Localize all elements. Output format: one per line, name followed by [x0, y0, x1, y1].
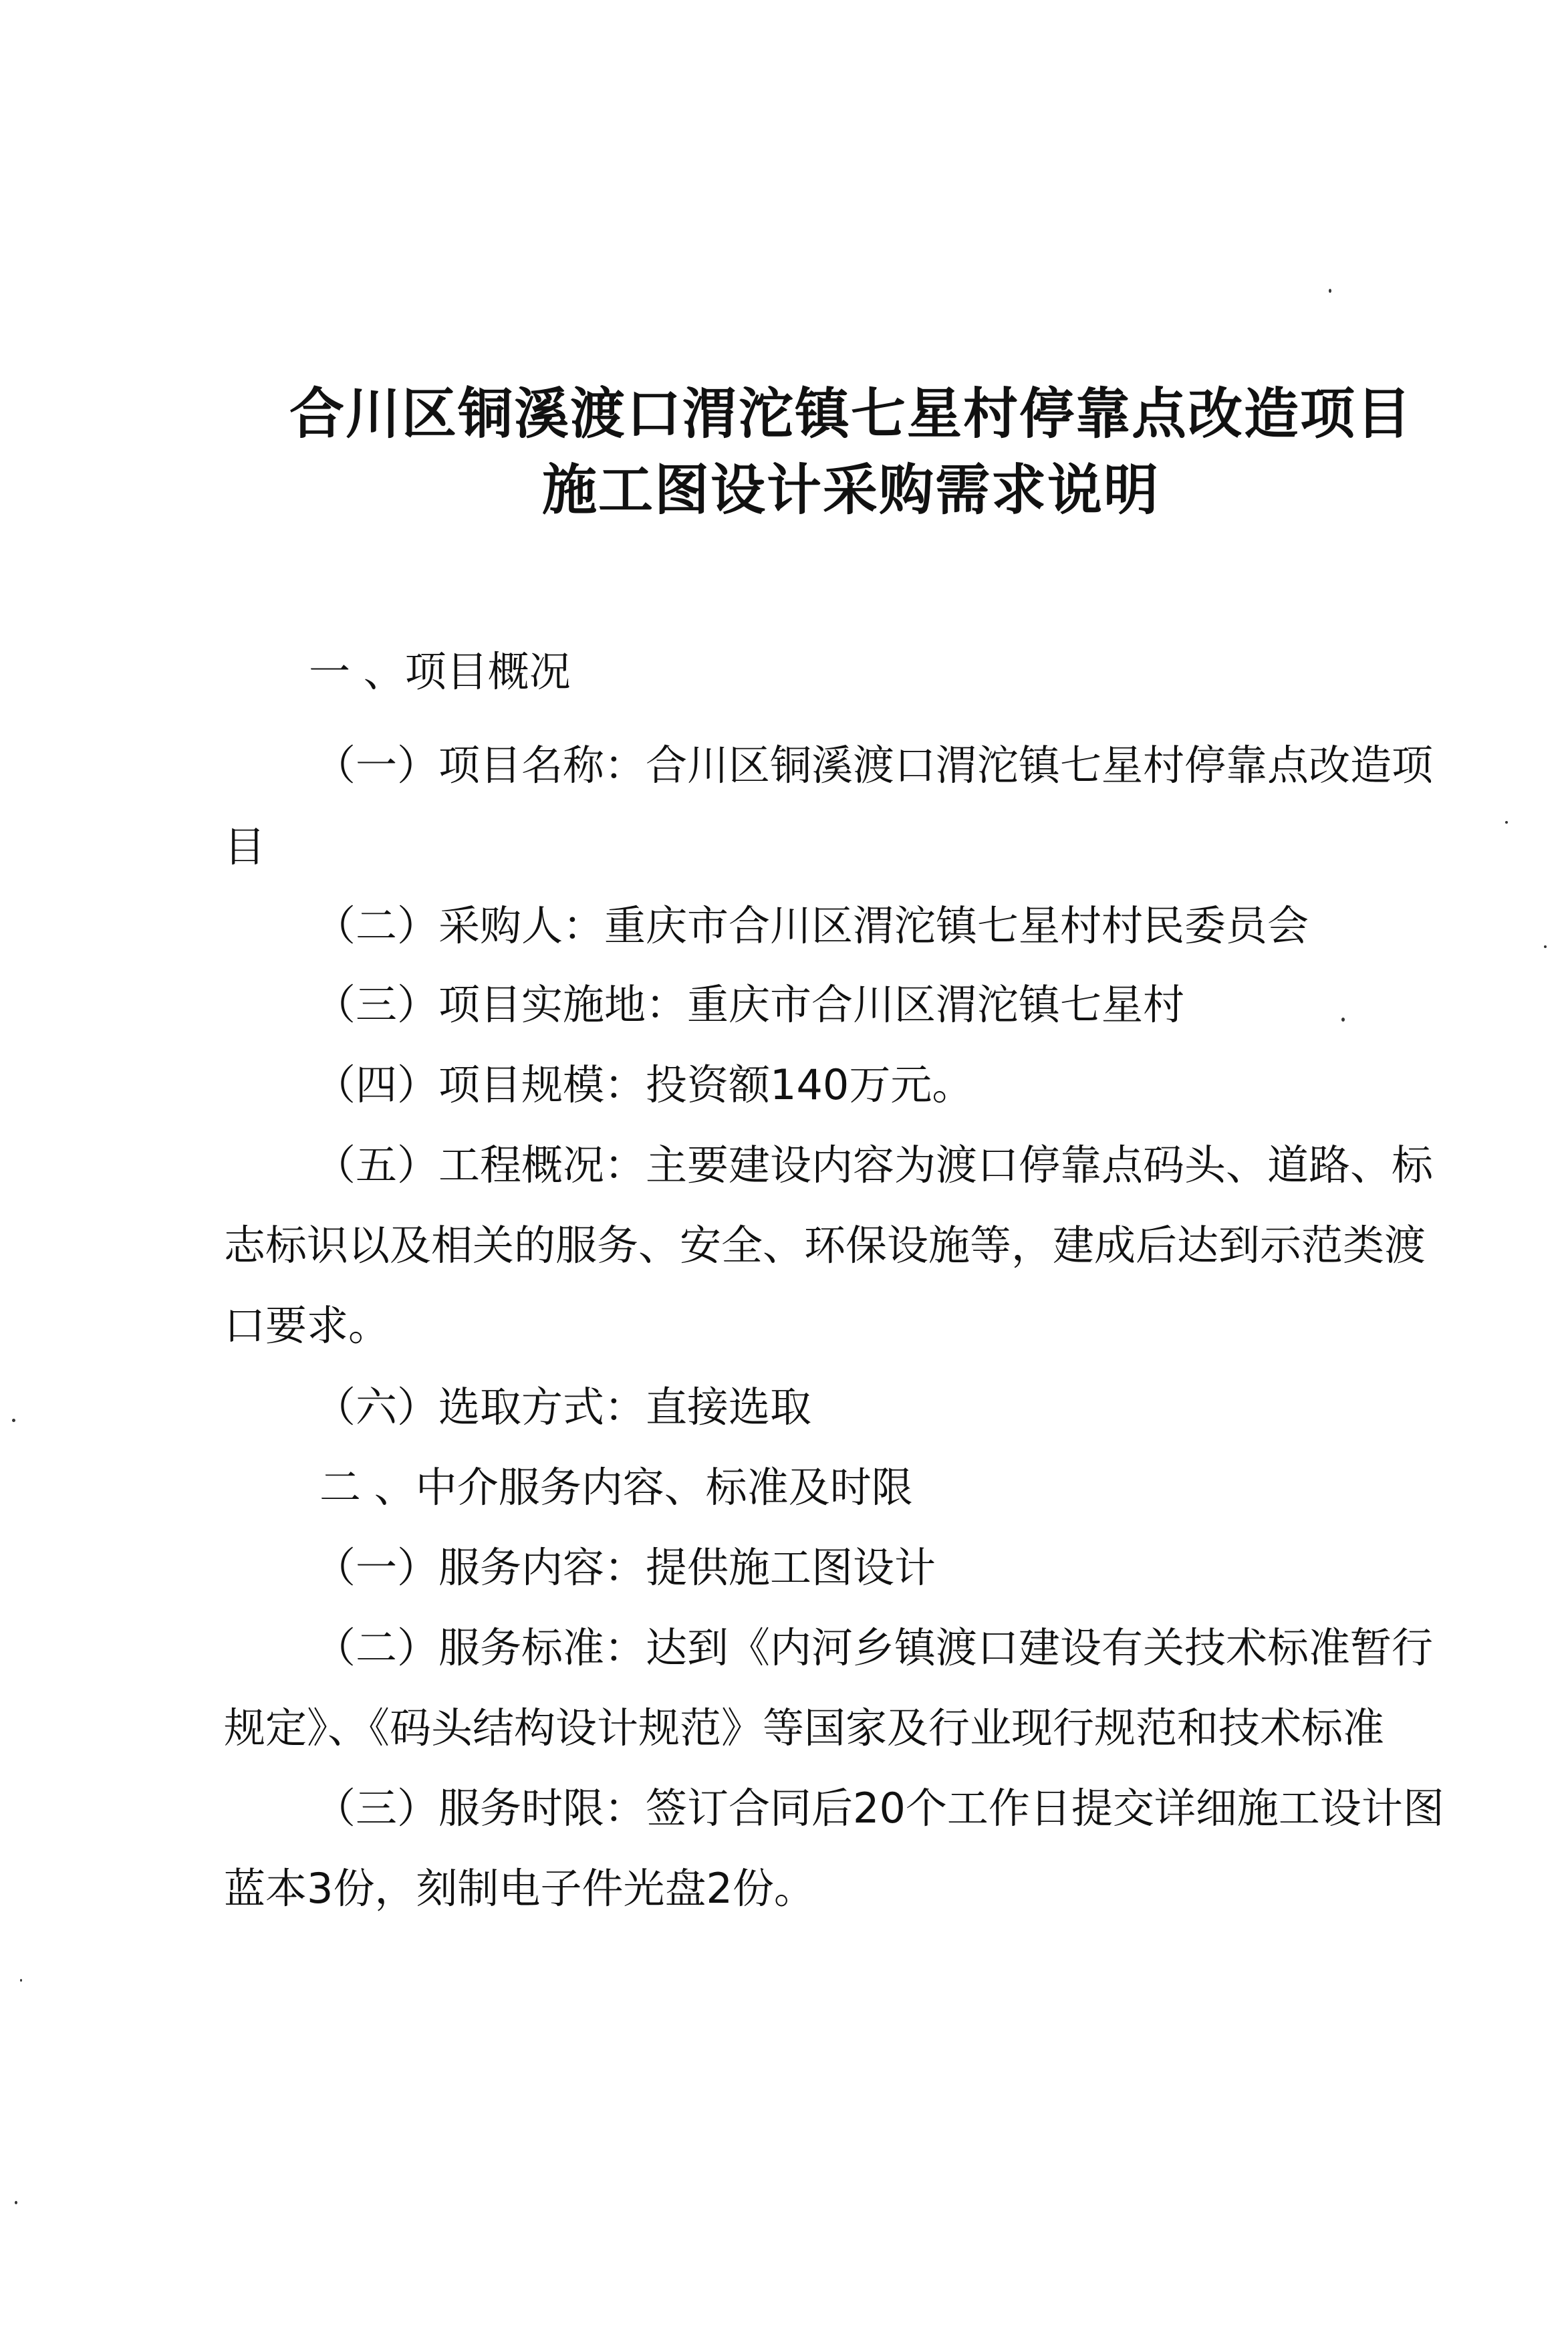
item-service-standard-cont: 规定》、《码头结构设计规范》等国家及行业现行规范和技术标准 [224, 1704, 1385, 1752]
item-service-time: （三）服务时限：签订合同后20个工作日提交详细施工设计图 [314, 1784, 1444, 1833]
scan-speck [1544, 945, 1547, 948]
scan-speck [1505, 821, 1508, 824]
item-project-name: （一）项目名称：合川区铜溪渡口渭沱镇七星村停靠点改造项 [314, 741, 1434, 790]
item-service-time-cont: 蓝本3份，刻制电子件光盘2份。 [224, 1864, 815, 1913]
item-selection-method: （六）选取方式：直接选取 [314, 1383, 812, 1431]
item-project-name-cont: 目 [224, 822, 266, 871]
section-heading-2: 二 、中介服务内容、标准及时限 [319, 1463, 913, 1512]
item-overview-cont-2: 口要求。 [224, 1301, 390, 1350]
scan-speck [15, 2201, 17, 2204]
item-overview: （五）工程概况：主要建设内容为渡口停靠点码头、道路、标 [314, 1141, 1434, 1189]
section-heading-1: 一 、项目概况 [309, 647, 571, 696]
document-title-line-2: 施工图设计采购需求说明 [541, 459, 1160, 522]
scan-speck [1341, 1018, 1345, 1022]
scan-speck [1329, 289, 1331, 293]
item-service-content: （一）服务内容：提供施工图设计 [314, 1543, 936, 1592]
item-location: （三）项目实施地：重庆市合川区渭沱镇七星村 [314, 980, 1185, 1029]
scan-speck [12, 1419, 15, 1422]
item-service-standard: （二）服务标准：达到《内河乡镇渡口建设有关技术标准暂行 [314, 1623, 1434, 1672]
item-overview-cont-1: 志标识以及相关的服务、安全、环保设施等，建成后达到示范类渡 [224, 1221, 1426, 1270]
item-scale: （四）项目规模：投资额140万元。 [314, 1060, 974, 1109]
item-purchaser: （二）采购人：重庆市合川区渭沱镇七星村村民委员会 [314, 901, 1309, 950]
scan-speck [20, 1979, 22, 1982]
document-title-line-1: 合川区铜溪渡口渭沱镇七星村停靠点改造项目 [289, 382, 1412, 446]
